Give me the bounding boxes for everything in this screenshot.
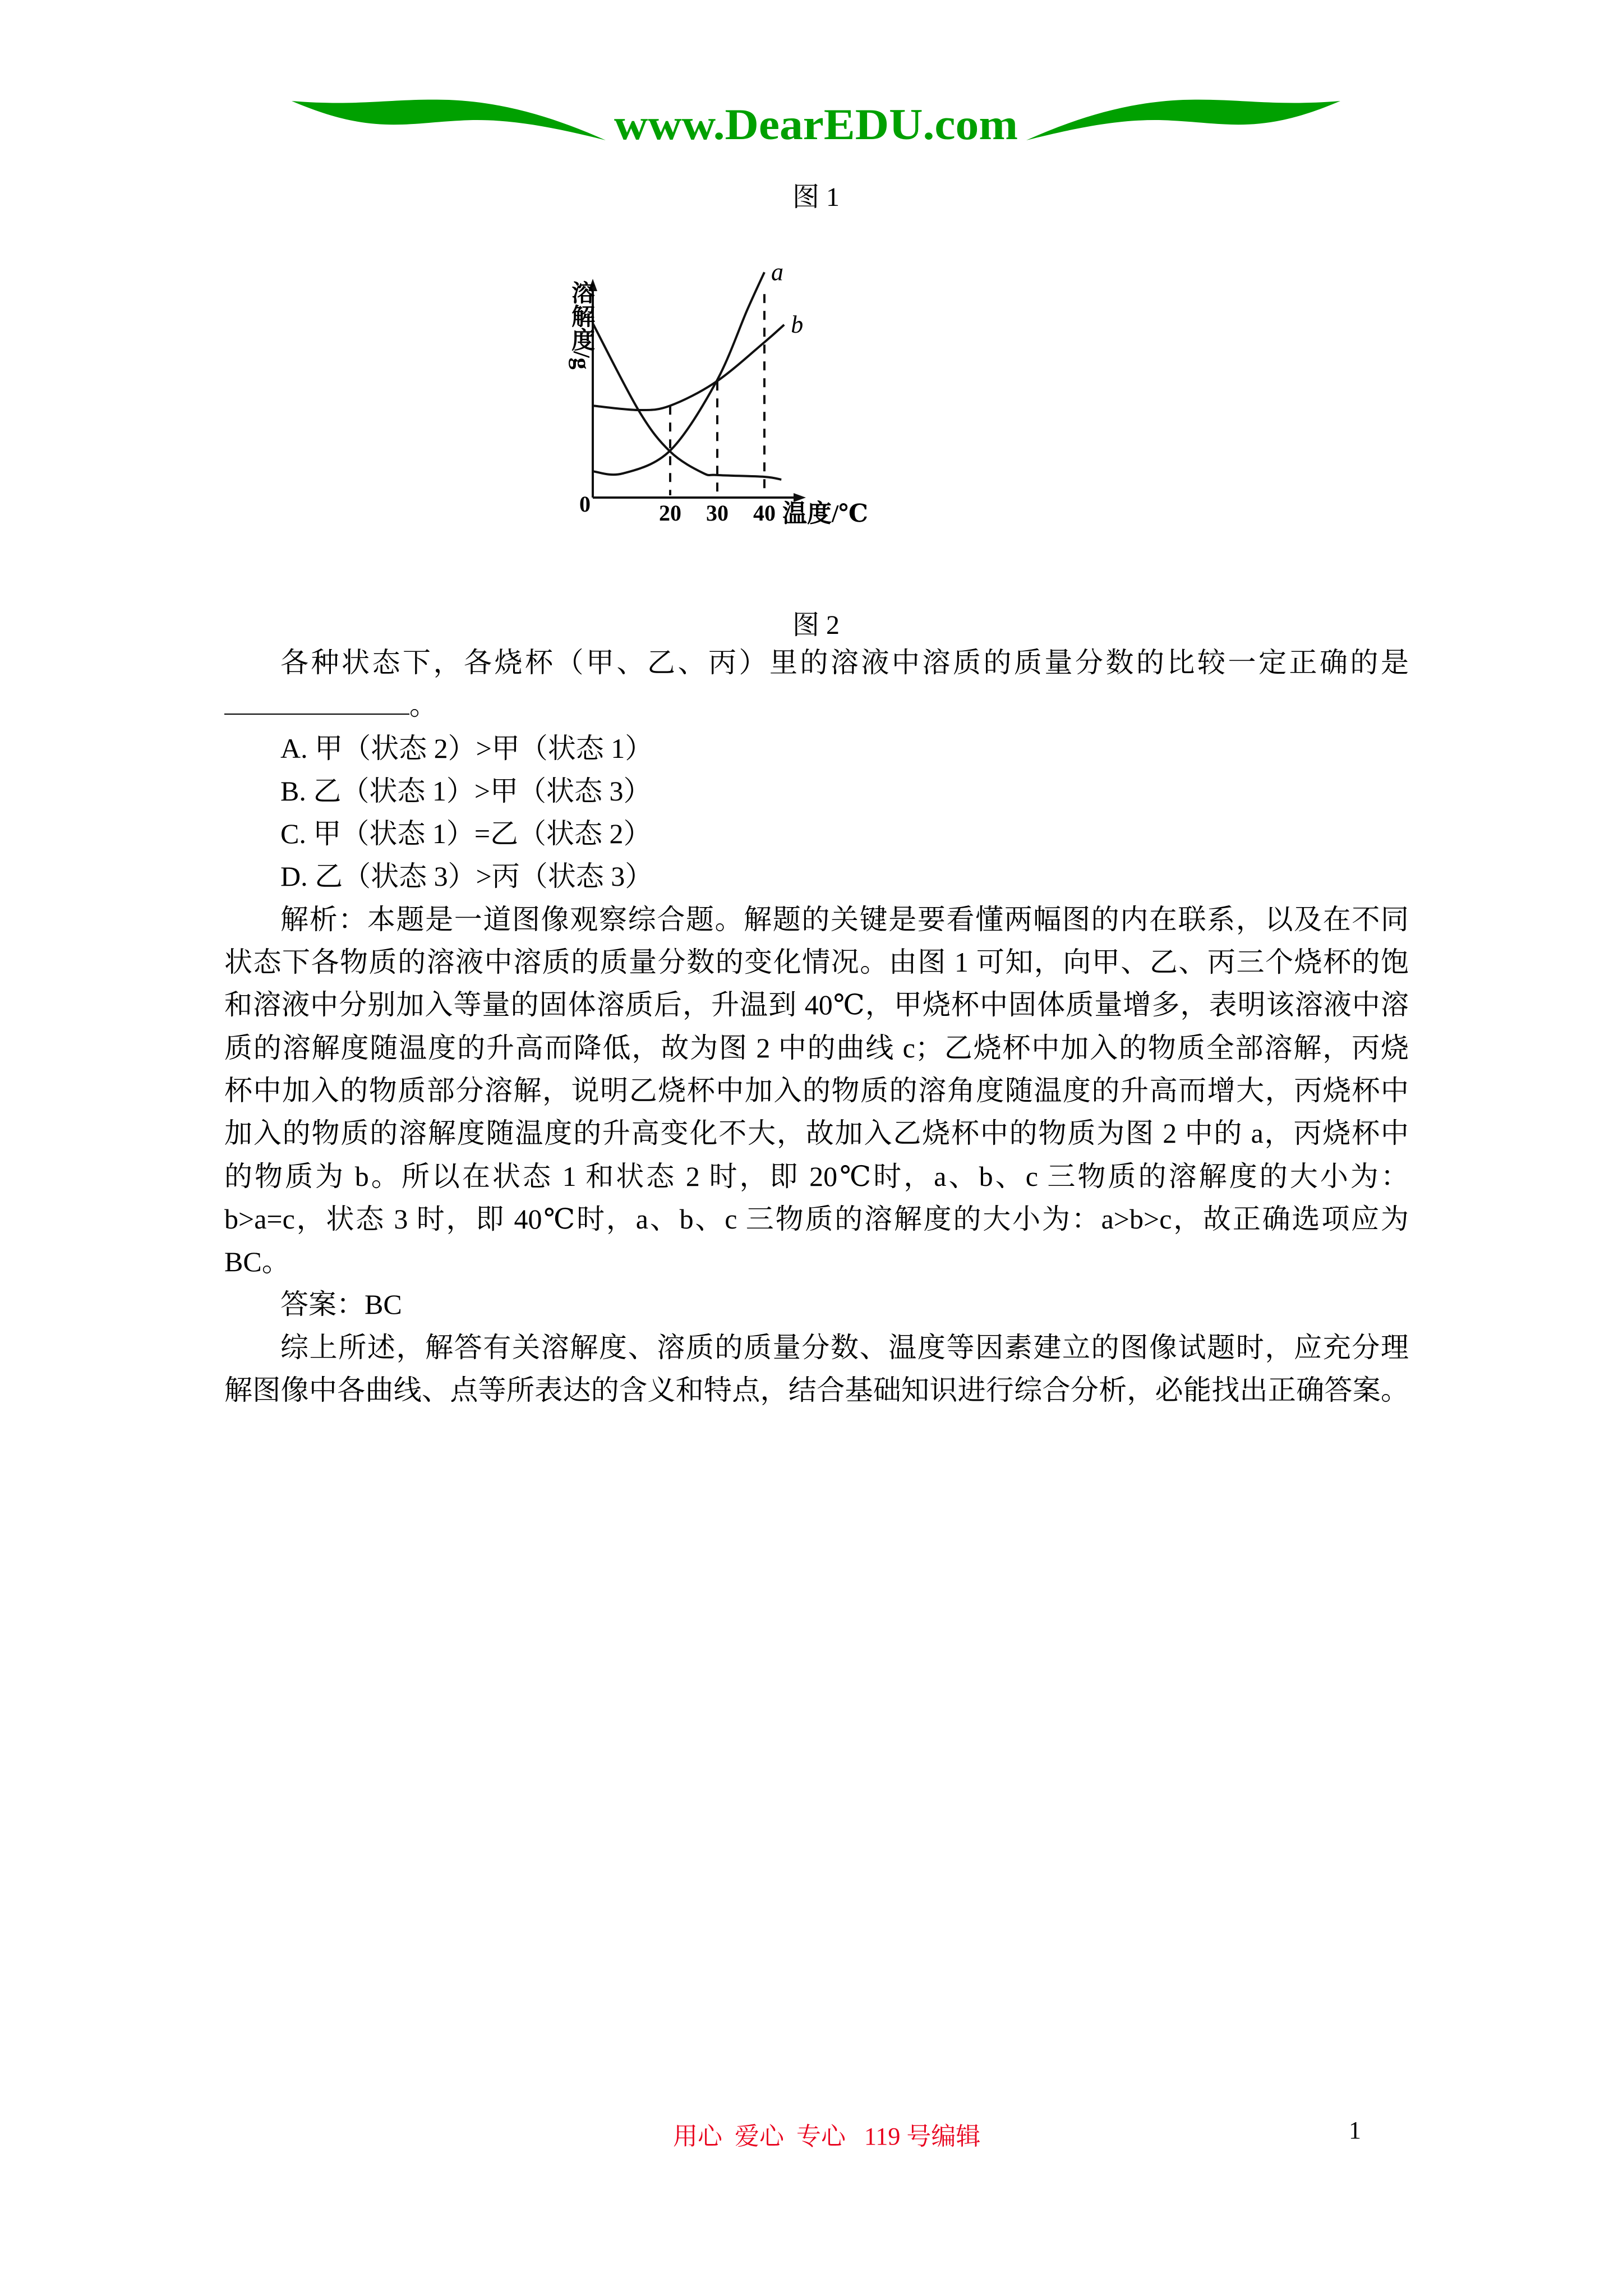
summary-line: 解图像中各曲线、点等所表达的含义和特点，结合基础知识进行综合分析，必能找出正确答案。 xyxy=(224,1374,1409,1406)
option-b: B. 乙（状态 1）>甲（状态 3） xyxy=(280,775,652,807)
analysis-line: 的物质为 b。所以在状态 1 和状态 2 时，即 20℃时，a、b、c 三物质的溶解度的大小为： xyxy=(224,1160,1409,1192)
logo-left-swoosh xyxy=(292,100,606,140)
curve-b xyxy=(593,325,784,410)
analysis-line: 杯中加入的物质部分溶解，说明乙烧杯中加入的物质的溶角度随温度的升高而增大，丙烧杯中 xyxy=(224,1074,1409,1106)
curves xyxy=(593,272,784,480)
page-number: 1 xyxy=(1349,2116,1361,2144)
curve-c xyxy=(593,324,781,480)
x-axis-label: 温度/℃ xyxy=(782,500,868,527)
logo-text: www.DearEDU.com xyxy=(614,100,1018,146)
chart-axes xyxy=(588,279,806,502)
answer-text: 答案：BC xyxy=(280,1289,402,1320)
summary-line: 综上所述，解答有关溶解度、溶质的质量分数、温度等因素建立的图像试题时，应充分理 xyxy=(280,1331,1409,1363)
option-d: D. 乙（状态 3）>丙（状态 3） xyxy=(280,861,653,892)
origin-label: 0 xyxy=(579,491,591,517)
question-end: 。 xyxy=(409,689,437,721)
solubility-chart xyxy=(550,258,1088,572)
x-tick-label-20: 20 xyxy=(659,500,681,526)
figure-2-caption: 图 2 xyxy=(792,610,840,640)
analysis-line: 和溶液中分别加入等量的固体溶质后，升温到 40℃，甲烧杯中固体质量增多，表明该溶液中溶 xyxy=(224,989,1409,1021)
y-axis-label: 溶解度/g xyxy=(568,280,594,370)
curve-label-a: a xyxy=(771,258,783,286)
analysis-line: 解析：本题是一道图像观察综合题。解题的关键是要看懂两幅图的内在联系，以及在不同 xyxy=(280,903,1409,935)
question-text: 各种状态下，各烧杯（甲、乙、丙）里的溶液中溶质的质量分数的比较一定正确的是 xyxy=(280,647,1409,678)
answer-blank-line xyxy=(224,684,1409,726)
dashed-guides xyxy=(670,294,764,495)
analysis-line: 质的溶解度随温度的升高而降低，故为图 2 中的曲线 c；乙烧杯中加入的物质全部溶解，丙烧 xyxy=(224,1032,1409,1064)
analysis-line: b>a=c，状态 3 时，即 40℃时，a、b、c 三物质的溶解度的大小为：a>b>c，故正确选项应为 xyxy=(224,1203,1409,1235)
x-tick-label-40: 40 xyxy=(753,500,776,526)
x-tick-label-30: 30 xyxy=(706,500,728,526)
analysis-line: 状态下各物质的溶液中溶质的质量分数的变化情况。由图 1 可知，向甲、乙、丙三个烧杯的饱 xyxy=(224,946,1409,978)
answer-blank xyxy=(224,687,409,715)
logo-right-swoosh xyxy=(1026,100,1340,140)
analysis-line: BC。 xyxy=(224,1246,290,1278)
analysis-line: 加入的物质的溶解度随温度的升高变化不大，故加入乙烧杯中的物质为图 2 中的 a，丙烧杯中 xyxy=(224,1117,1409,1149)
option-a: A. 甲（状态 2）>甲（状态 1） xyxy=(280,732,653,764)
dearedu-logo xyxy=(292,95,1340,146)
document-body xyxy=(224,641,1409,1411)
curve-label-b: b xyxy=(791,310,804,338)
option-c: C. 甲（状态 1）=乙（状态 2） xyxy=(280,818,652,850)
figure-1-caption: 图 1 xyxy=(792,182,840,212)
footer-text: 用心 爱心 专心 119 号编辑 xyxy=(673,2123,981,2150)
